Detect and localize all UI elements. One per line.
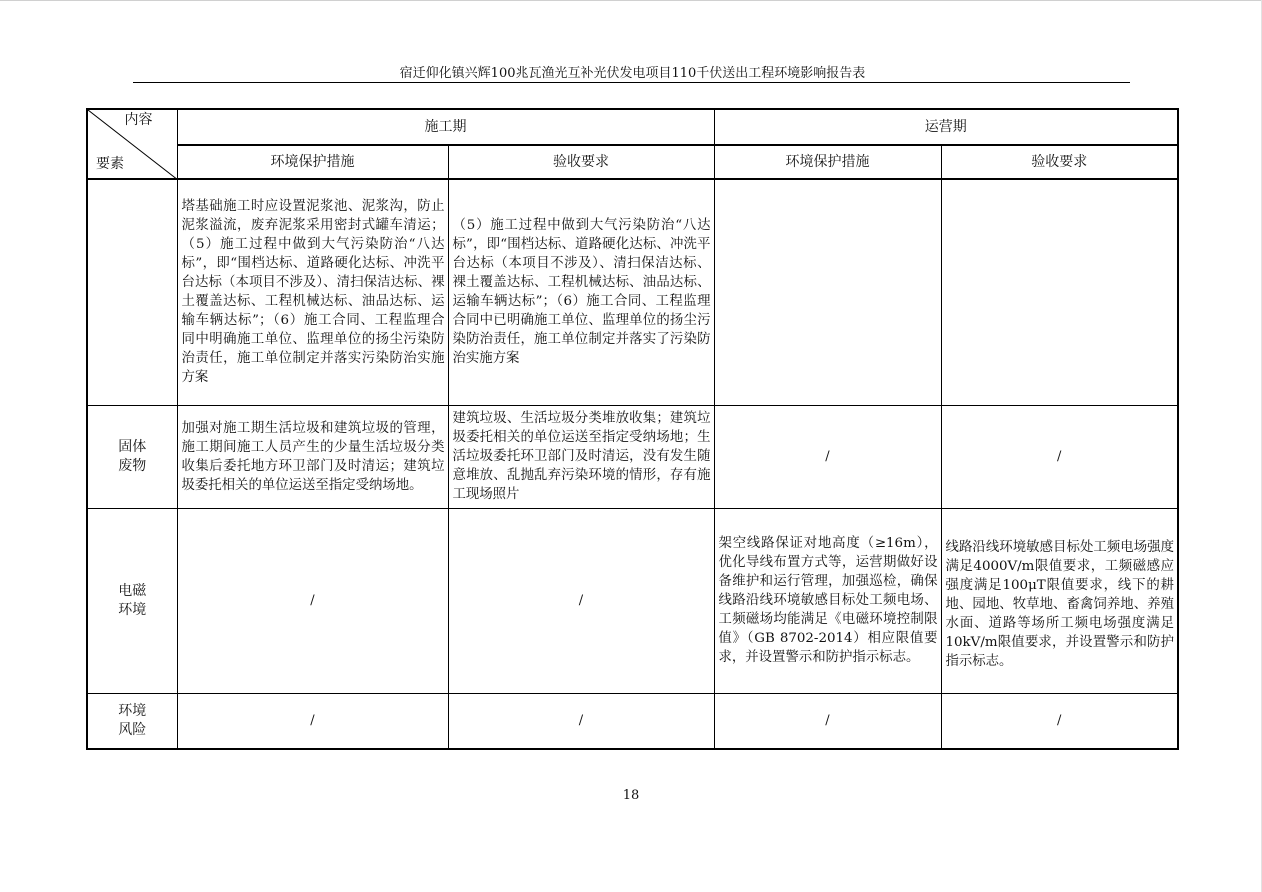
row-cell-operation-measures [714, 179, 941, 405]
cell-text: （5）施工过程中做到大气污染防治“八达标”，即“围档达标、道路硬化达标、冲洗平台达标（本项目不涉及）、清扫保洁达标、裸土覆盖达标、工程机械达标、油品达标、运输车辆达标”；（6）施工合同、工程监理合同中已明确施工单位、监理单位的扬尘污染防治责任，施工单位制定并落实了污染防治实施方案 [452, 218, 711, 367]
corner-label-factor: 要素 [96, 156, 124, 172]
document-header-title: 宿迁仰化镇兴辉100兆瓦渔光互补光伏发电项目110千伏送出工程环境影响报告表 [399, 66, 866, 81]
subheader-construction-measures: 环境保护措施 [177, 145, 448, 179]
row-cell-operation-acceptance: / [941, 693, 1178, 749]
phase-header-construction: 施工期 [177, 109, 714, 145]
row-factor-label [87, 508, 177, 693]
table-row [87, 179, 1178, 405]
table-row [87, 693, 1178, 749]
row-cell-construction-acceptance [448, 179, 714, 405]
row-cell-operation-acceptance [941, 508, 1178, 693]
environmental-measures-table [86, 108, 1179, 750]
row-factor-label [87, 405, 177, 508]
corner-label-content: 内容 [124, 112, 153, 128]
page-number: 18 [622, 788, 640, 803]
cell-text: 架空线路保证对地高度（≥16m），优化导线布置方式等，运营期做好设备维护和运行管理，加强巡检，确保线路沿线环境敏感目标处工频电场、工频磁场均能满足《电磁环境控制限值》（GB 8702-2014）相应限值要求，并设置警示和防护指示标志。 [718, 536, 938, 665]
row-cell-construction-acceptance [448, 405, 714, 508]
row-cell-operation-acceptance: / [941, 405, 1178, 508]
row-factor-label [87, 693, 177, 749]
cell-text: 加强对施工期生活垃圾和建筑垃圾的管理，施工期间施工人员产生的少量生活垃圾分类收集后委托地方环卫部门及时清运；建筑垃圾委托相关的单位运送至指定受纳场地。 [181, 420, 445, 493]
row-cell-operation-measures: / [714, 693, 941, 749]
row-factor-label [87, 179, 177, 405]
subheader-operation-measures: 环境保护措施 [714, 145, 941, 179]
cell-text: 建筑垃圾、生活垃圾分类堆放收集；建筑垃圾委托相关的单位运送至指定受纳场地；生活垃圾委托环卫部门及时清运，没有发生随意堆放、乱抛乱弃污染环境的情形，存有施工现场照片 [452, 411, 711, 502]
row-cell-construction-measures: / [177, 508, 448, 693]
subheader-construction-acceptance: 验收要求 [448, 145, 714, 179]
factor-text: 环境 风险 [118, 702, 147, 738]
cell-text: 线路沿线环境敏感目标处工频电场强度满足4000V/m限值要求，工频磁感应强度满足100μT限值要求，线下的耕地、园地、牧草地、畜禽饲养地、养殖水面、道路等场所工频电场强度满足10kV/m限值要求，并设置警示和防护指示标志。 [945, 540, 1174, 669]
table-row [87, 508, 1178, 693]
cell-text: 塔基础施工时应设置泥浆池、泥浆沟，防止泥浆溢流，废弃泥浆采用密封式罐车清运；（5）施工过程中做到大气污染防治“八达标”，即“围档达标、道路硬化达标、冲洗平台达标（本项目不涉及）、清扫保洁达标、裸土覆盖达标、工程机械达标、油品达标、运输车辆达标”；（6）施工合同、工程监理合同中明确施工单位、监理单位的扬尘污染防治责任，施工单位制定并落实污染防治实施方案 [181, 199, 445, 386]
row-cell-operation-measures: / [714, 405, 941, 508]
row-cell-operation-measures [714, 508, 941, 693]
header-rule [133, 82, 1130, 83]
factor-text: 电磁 环境 [118, 582, 147, 618]
table-row [87, 405, 1178, 508]
factor-text: 固体 废物 [118, 438, 147, 474]
row-cell-construction-acceptance: / [448, 693, 714, 749]
corner-header-cell [87, 109, 177, 179]
row-cell-construction-measures [177, 405, 448, 508]
row-cell-construction-acceptance: / [448, 508, 714, 693]
row-cell-construction-measures: / [177, 693, 448, 749]
phase-header-operation: 运营期 [714, 109, 1178, 145]
subheader-operation-acceptance: 验收要求 [941, 145, 1178, 179]
row-cell-operation-acceptance [941, 179, 1178, 405]
page-edge-top [0, 0, 1262, 1]
row-cell-construction-measures [177, 179, 448, 405]
